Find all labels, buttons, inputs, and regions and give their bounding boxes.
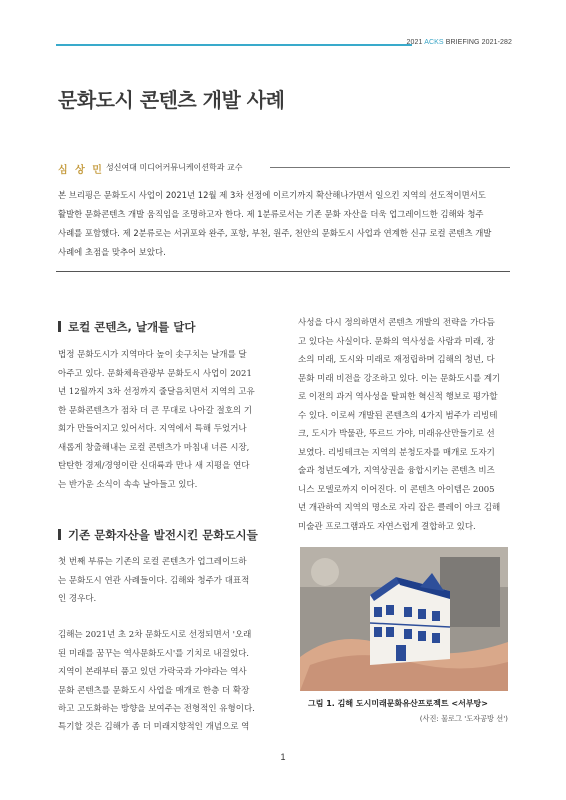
heading-bullet-icon: [58, 529, 61, 540]
author-affiliation: 성신여대 미디어커뮤니케이션학과 교수: [106, 163, 243, 172]
text-line: 는 문화도시 연관 사례들이다. 김해와 청주가 대표적: [58, 575, 250, 586]
briefing-number: BRIEFING 2021-282: [443, 39, 512, 46]
section-heading-local-content: [58, 319, 195, 335]
header-rule: [56, 44, 412, 46]
text-line: 미술관 프로그램과도 자연스럽게 결합하고 있다.: [298, 521, 476, 532]
briefing-label: [407, 39, 512, 46]
text-line: 아주고 있다. 문화체육관광부 문화도시 사업이 2021: [58, 368, 252, 379]
abstract-line: 활발한 문화콘텐츠 개발 움직임을 조명하고자 한다. 제 1분류로서는 기존 문화 자산을 더욱 업그레이드한 김해와 청주: [58, 209, 484, 219]
text-line: 년 개관하여 지역의 명소로 자리 잡은 클레이 아크 김해: [298, 503, 501, 513]
text-line: 사성을 다시 정의하면서 콘텐츠 개발의 전략을 가다듬: [298, 318, 495, 328]
abstract-line: 사례를 포함했다. 제 2분류로는 서귀포와 완주, 포항, 부천, 원주, 천안의 문화도시 사업과 연계한 신규 로컬 콘텐츠 개발: [58, 228, 492, 238]
right-column-paragraph: [298, 314, 512, 536]
section1-paragraph: [58, 346, 270, 494]
briefing-year: 2021: [406, 39, 425, 46]
ceramic-house-illustration: [300, 547, 508, 691]
abstract: [58, 186, 510, 262]
text-line: 로 이전의 과거 역사성을 탈피한 혁신적 행보로 평가할: [298, 392, 498, 402]
text-line: 인 경우다.: [58, 594, 97, 604]
text-line: 크, 도시가 박물관, 뚜르드 가야, 미래유산만들기로 선: [298, 429, 495, 439]
text-line: 수 있다. 이로써 개발된 콘텐츠의 4가지 범주가 리빙테: [298, 410, 498, 421]
text-line: 술과 청년도예가, 지역상권을 융합시키는 콘텐츠 비즈: [298, 466, 495, 476]
text-line: 년 12월까지 3차 선정까지 줄달음치면서 지역의 고유: [58, 387, 255, 397]
text-line: 보였다. 리빙테크는 지역의 분청도자를 매개로 도자기: [298, 447, 495, 458]
abstract-line: 사례에 초점을 맞추어 보았다.: [58, 247, 166, 257]
section-heading-existing-assets: [58, 527, 258, 543]
heading-text: 로컬 콘텐츠, 날개를 달다: [68, 320, 196, 334]
text-line: 탄탄한 경제/경영이란 신대륙과 만나 새 지평을 연다: [58, 461, 250, 471]
author-row: [58, 161, 510, 175]
heading-bullet-icon: [58, 321, 61, 332]
text-line: 지역이 본래부터 품고 있던 가락국과 가야라는 역사: [58, 667, 247, 677]
figure-photo: [300, 547, 508, 691]
text-line: 문화 미래 비전을 강조하고 있다. 이는 문화도시를 계기: [298, 373, 501, 384]
text-line: 새롭게 창출해내는 로컬 콘텐츠가 마침내 너른 시장,: [58, 442, 250, 453]
page-title: 문화도시 콘텐츠 개발 사례: [58, 88, 285, 112]
section2-paragraph-1: [58, 553, 270, 609]
briefing-org: ACKS: [424, 39, 444, 46]
section2-paragraph-3: [58, 718, 270, 737]
section2-paragraph-2: [58, 626, 270, 719]
heading-text: 기존 문화자산을 발전시킨 문화도시들: [68, 528, 258, 542]
page-number: 1: [280, 752, 286, 762]
text-line: 법정 문화도시가 지역마다 높이 솟구치는 날개를 달: [58, 350, 247, 360]
text-line: 회가 만들어지고 있어서다. 지역에서 특해 두었거나: [58, 424, 247, 434]
author-divider: [270, 167, 510, 168]
text-line: 김해는 2021년 초 2차 문화도시로 선정되면서 '오래: [58, 630, 252, 640]
abstract-line: 본 브리핑은 문화도시 사업이 2021년 12월 제 3차 선정에 이르기까지 확산해나가면서 일으킨 지역의 선도적이면서도: [58, 190, 486, 200]
abstract-divider: [56, 271, 510, 272]
text-line: 된 미래를 꿈꾸는 역사문화도시'를 기치로 내걸었다.: [58, 648, 249, 659]
text-line: 니스 모델로까지 이어진다. 이 콘텐츠 아이템은 2005: [298, 484, 495, 495]
text-line: 특기할 것은 김해가 좀 더 미래지향적인 개념으로 역: [58, 722, 250, 732]
text-line: 고 있다는 사실이다. 문화의 역사성을 사람과 미래, 장: [298, 336, 495, 347]
figure-credit: (사진: 물로그 '도자공방 선'): [419, 714, 508, 723]
text-line: 문화 콘텐츠를 문화도시 사업을 매개로 한층 더 확장: [58, 685, 250, 696]
author-name: 심 상 민: [58, 165, 104, 176]
text-line: 첫 번째 부류는 기존의 로컬 콘텐츠가 업그레이드하: [58, 557, 247, 567]
text-line: 소의 미래, 도시와 미래로 재정립하며 김해의 청년, 다: [298, 355, 495, 365]
text-line: 는 반가운 소식이 속속 날아들고 있다.: [58, 479, 198, 490]
figure-caption: 그림 1. 김해 도시미래문화유산프로젝트 <서부탕>: [308, 699, 488, 708]
text-line: 한 문화콘텐츠가 점차 더 큰 무대로 나아갈 절호의 기: [58, 405, 253, 416]
text-line: 하고 고도화하는 방향을 보여주는 전형적인 유형이다.: [58, 704, 255, 714]
